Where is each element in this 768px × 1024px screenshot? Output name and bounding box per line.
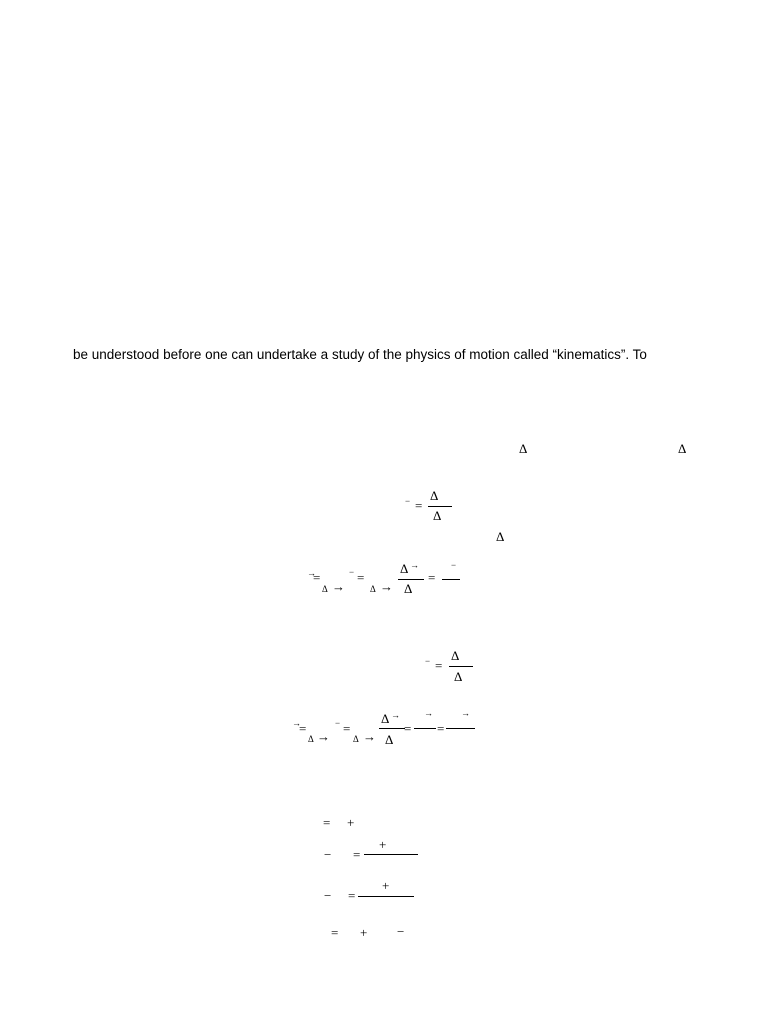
equals-sign: =: [353, 847, 361, 862]
fraction-bar: [428, 506, 452, 507]
delta-symbol: Δ: [678, 441, 687, 456]
equals-sign: =: [415, 498, 423, 513]
overbar-mark: −: [405, 496, 411, 506]
vector-arrow: →: [410, 560, 419, 570]
equals-sign: =: [348, 888, 356, 903]
vector-arrow: →: [391, 710, 400, 720]
fraction-bar: [442, 579, 460, 580]
plus-sign: +: [382, 878, 390, 893]
numerator-delta: Δ: [451, 648, 460, 663]
limit-arrow: →: [363, 729, 376, 744]
body-text-line: be understood before one can undertake a study of the physics of motion called “kinematics”. To: [73, 347, 647, 362]
vector-arrow: →: [424, 708, 433, 718]
equals-sign: =: [428, 570, 436, 585]
plus-sign: +: [347, 815, 355, 830]
equals-sign: =: [313, 570, 321, 585]
overbar-mark: −: [425, 656, 431, 666]
equals-sign: =: [437, 721, 445, 736]
equals-sign: =: [299, 721, 307, 736]
minus-sign: −: [324, 847, 332, 862]
limit-arrow: →: [332, 579, 345, 594]
overbar-mark: −: [451, 560, 457, 570]
delta-symbol: Δ: [519, 441, 528, 456]
equals-sign: =: [435, 658, 443, 673]
limit-arrow: →: [380, 579, 393, 594]
vector-arrow: →: [307, 568, 316, 578]
fraction-bar: [379, 728, 405, 729]
vector-arrow: →: [292, 718, 301, 728]
overbar-mark: −: [349, 567, 355, 577]
vector-arrow: →: [461, 708, 470, 718]
denominator-delta: Δ: [404, 581, 413, 596]
denominator-delta: Δ: [385, 732, 394, 747]
limit-arrow: →: [317, 729, 330, 744]
plus-sign: +: [360, 925, 368, 940]
fraction-bar: [364, 854, 418, 855]
minus-sign: −: [397, 924, 405, 939]
limit-delta: Δ: [370, 584, 376, 594]
limit-delta: Δ: [308, 734, 314, 744]
minus-sign: −: [324, 888, 332, 903]
numerator-delta: Δ: [381, 711, 390, 726]
fraction-bar: [358, 896, 414, 897]
delta-symbol: Δ: [496, 529, 505, 544]
equals-sign: =: [357, 570, 365, 585]
plus-sign: +: [379, 837, 387, 852]
overbar-mark: −: [335, 718, 341, 728]
denominator-delta: Δ: [454, 669, 463, 684]
equals-sign: =: [404, 721, 412, 736]
equals-sign: =: [331, 925, 339, 940]
numerator-delta: Δ: [400, 561, 409, 576]
fraction-bar: [449, 666, 473, 667]
denominator-delta: Δ: [433, 508, 442, 523]
limit-delta: Δ: [353, 734, 359, 744]
fraction-bar: [398, 579, 424, 580]
equals-sign: =: [323, 815, 331, 830]
fraction-bar: [414, 728, 436, 729]
fraction-bar: [446, 728, 475, 729]
limit-delta: Δ: [322, 584, 328, 594]
numerator-delta: Δ: [430, 488, 439, 503]
equals-sign: =: [343, 721, 351, 736]
